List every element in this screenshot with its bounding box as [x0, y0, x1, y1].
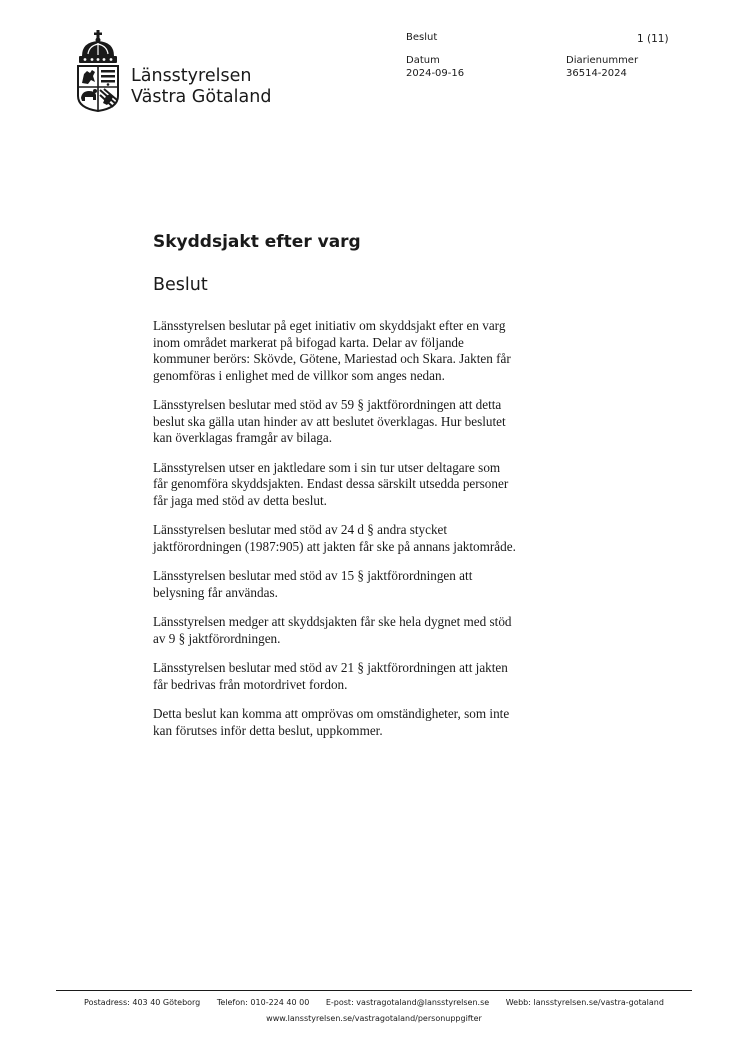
section-heading: Beslut — [153, 275, 208, 295]
document-title: Skyddsjakt efter varg — [153, 232, 361, 252]
coat-of-arms-logo — [76, 30, 120, 112]
document-type: Beslut — [406, 32, 438, 43]
date-value: 2024-09-16 — [406, 68, 465, 79]
decision-paragraph: Detta beslut kan komma att omprövas om omständigheter, som inte kan förutses inför detta beslut, uppkommer. — [153, 706, 510, 738]
footer-privacy-link: www.lansstyrelsen.se/vastragotaland/personuppgifter — [266, 1014, 482, 1023]
footer-phone: Telefon: 010-224 40 00 — [216, 998, 310, 1007]
decision-paragraph: Länsstyrelsen beslutar med stöd av 24 d § andra stycket jaktförordningen (1987:905) att jakten får ske på annans jaktområde. — [153, 522, 516, 554]
organization-name-line1: Länsstyrelsen — [131, 66, 252, 86]
decision-paragraph: Länsstyrelsen beslutar med stöd av 59 § jaktförordningen att detta beslut ska gälla utan hinder av att beslutet överklagas. Hur beslutet kan överklagas framgår av bilaga. — [153, 397, 506, 445]
decision-body — [153, 318, 603, 752]
footer-email: E-post: vastragotaland@lansstyrelsen.se — [325, 998, 490, 1007]
diary-number-value: 36514-2024 — [566, 68, 627, 79]
date-label: Datum — [406, 55, 440, 66]
footer-postal-address: Postadress: 403 40 Göteborg — [84, 998, 201, 1007]
organization-name-line2: Västra Götaland — [131, 87, 272, 107]
decision-paragraph: Länsstyrelsen beslutar med stöd av 15 § jaktförordningen att belysning får användas. — [153, 568, 473, 600]
decision-paragraph: Länsstyrelsen utser en jaktledare som i sin tur utser deltagare som får genomföra skyddsjakten. Endast dessa särskilt utsedda personer får jaga med stöd av detta beslut. — [153, 459, 509, 508]
footer-contact-row — [56, 995, 692, 1011]
organization-name — [131, 66, 271, 108]
page-indicator: 1 (11) — [637, 33, 669, 45]
diary-number-label: Diarienummer — [566, 55, 639, 66]
page-footer — [56, 995, 692, 1027]
decision-paragraph: Länsstyrelsen medger att skyddsjakten får ske hela dygnet med stöd av 9 § jaktförordningen. — [153, 614, 512, 646]
decision-paragraph: Länsstyrelsen beslutar med stöd av 21 § jaktförordningen att jakten får bedrivas från motordrivet fordon. — [153, 660, 508, 692]
footer-website: Webb: lansstyrelsen.se/vastra-gotaland — [505, 998, 664, 1007]
footer-divider — [56, 990, 692, 991]
decision-paragraph: Länsstyrelsen beslutar på eget initiativ om skyddsjakt efter en varg inom området markerat på bifogad karta. Delar av följande kommuner berörs: Skövde, Götene, Mariestad och Skara. Jakten får genomföras i enlighet med de villkor som anges nedan. — [153, 318, 511, 383]
